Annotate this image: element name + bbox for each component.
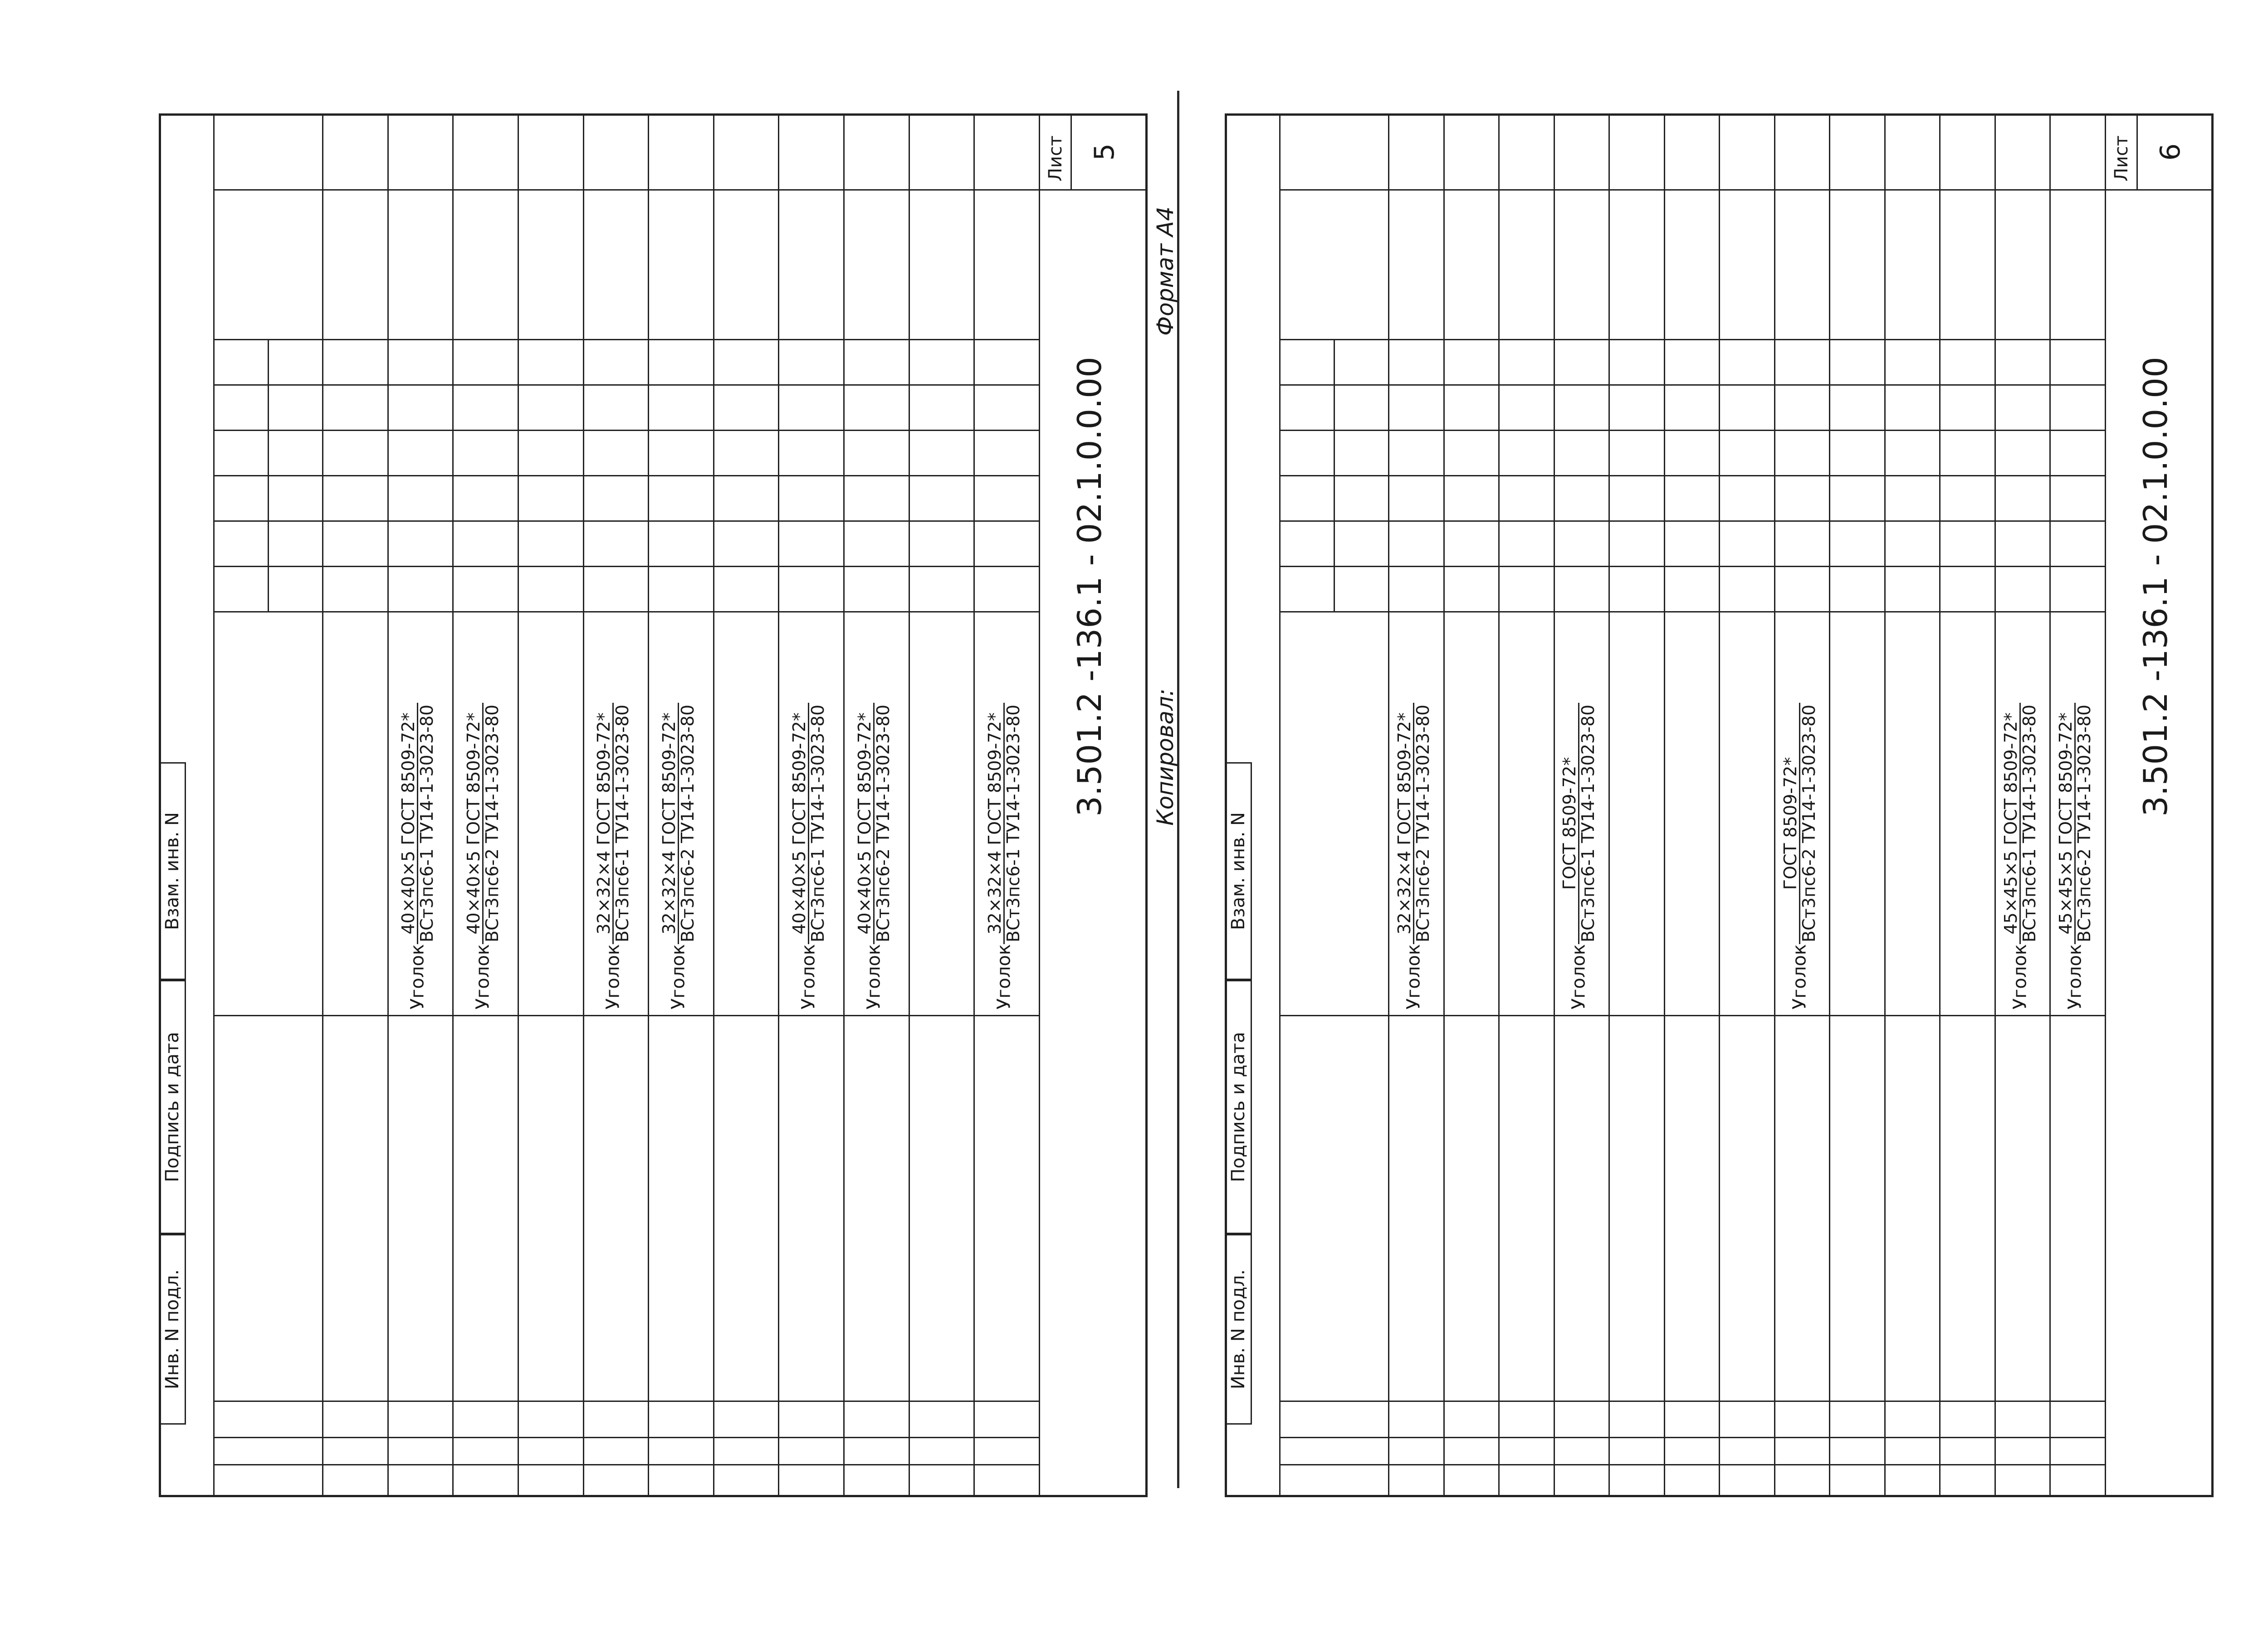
table-row-line (1554, 113, 1555, 1497)
profile-spec: 40×40×5 ГОСТ 8509-72* (465, 703, 484, 944)
table-header-line (322, 113, 323, 1497)
name-prefix: Уголок (863, 944, 885, 1009)
table-row-line (1774, 113, 1775, 1497)
table-row-line (909, 113, 910, 1497)
spec-sheet-5 (159, 113, 1178, 1497)
table-column-line (213, 520, 1039, 522)
profile-spec: 45×45×5 ГОСТ 8509-72* (2002, 703, 2021, 944)
steel-grade: ВСт3пс6-1 ТУ14-1-3023-80 (808, 705, 828, 942)
steel-grade: ВСт3пс6-2 ТУ14-1-3023-80 (678, 705, 698, 942)
table-row-line (1443, 113, 1445, 1497)
steel-grade: ВСт3пс6-2 ТУ14-1-3023-80 (2074, 705, 2095, 942)
table-column-line (213, 1401, 1039, 1402)
material-fraction (856, 703, 892, 944)
steel-grade: ВСт3пс6-1 ТУ14-1-3023-80 (2019, 705, 2039, 942)
row-name-fraction (595, 703, 631, 1009)
table-row-line (843, 113, 845, 1497)
table-column-line (1279, 189, 2105, 191)
material-fraction (400, 703, 435, 944)
steel-grade: ВСт3пс6-2 ТУ14-1-3023-80 (1413, 705, 1433, 942)
profile-spec: 32×32×4 ГОСТ 8509-72* (986, 703, 1005, 944)
inv-no-cell: Инв. N подл. (1225, 1234, 1252, 1425)
vzam-inv-cell: Взам. инв. N (159, 762, 186, 980)
table-row-line (2049, 113, 2051, 1497)
row-name-fraction (791, 703, 826, 1009)
table-row-line (1994, 113, 1996, 1497)
table-column-line (1279, 384, 2105, 386)
table-column-line (1279, 1437, 2105, 1438)
sign-date-cell: Подпись и дата (159, 980, 186, 1234)
title-block (2105, 113, 2214, 1497)
qty-subheader-line (268, 340, 269, 612)
name-prefix: Уголок (993, 944, 1015, 1009)
profile-spec: 32×32×4 ГОСТ 8509-72* (595, 703, 614, 944)
vzam-inv-cell: Взам. инв. N (1225, 762, 1252, 980)
table-row-line (387, 113, 389, 1497)
table-column-line (213, 1464, 1039, 1465)
stamp-strip (1225, 653, 1279, 1425)
table-column-line (1279, 430, 2105, 431)
row-name-fraction (856, 703, 892, 1009)
table-column-line (213, 1015, 1039, 1016)
inv-no-cell: Инв. N подл. (159, 1234, 186, 1425)
table-row-line (973, 113, 975, 1497)
profile-spec: 40×40×5 ГОСТ 8509-72* (791, 703, 809, 944)
table-column-line (213, 189, 1039, 191)
profile-spec: 32×32×4 ГОСТ 8509-72* (1396, 703, 1414, 944)
name-prefix: Уголок (668, 944, 689, 1009)
table-column-line (1279, 339, 2105, 340)
spec-table (1279, 113, 2105, 1497)
sheet-number: 6 (2155, 143, 2186, 161)
table-top-line (1279, 113, 1281, 1497)
spec-table (213, 113, 1039, 1497)
row-name-fraction (1782, 703, 1818, 1009)
material-fraction (2057, 703, 2093, 944)
row-name-fraction (1396, 703, 1432, 1009)
document-designation: 3.501.2 -136.1 - 02.1.0.0.00 (2136, 357, 2175, 817)
table-column-line (213, 475, 1039, 476)
material-fraction (1396, 703, 1432, 944)
name-prefix: Уголок (407, 944, 428, 1009)
table-row-line (713, 113, 714, 1497)
material-fraction (986, 703, 1022, 944)
table-column-line (1279, 475, 2105, 476)
table-column-line (1279, 1464, 2105, 1465)
table-row-line (1719, 113, 1720, 1497)
sign-date-cell: Подпись и дата (1225, 980, 1252, 1234)
profile-spec: 40×40×5 ГОСТ 8509-72* (856, 703, 875, 944)
name-prefix: Уголок (472, 944, 494, 1009)
material-fraction (2002, 703, 2038, 944)
document-designation: 3.501.2 -136.1 - 02.1.0.0.00 (1070, 357, 1109, 817)
sheet-label: Лист (2111, 135, 2132, 181)
table-column-line (1279, 520, 2105, 522)
table-column-line (1279, 611, 2105, 612)
row-name-fraction (2002, 703, 2038, 1009)
table-column-line (213, 384, 1039, 386)
table-column-line (1279, 1401, 2105, 1402)
material-fraction (465, 703, 501, 944)
format-label: Формат А4 (1152, 206, 1178, 336)
material-fraction (791, 703, 826, 944)
name-prefix: Уголок (2064, 944, 2086, 1009)
name-prefix: Уголок (2009, 944, 2031, 1009)
table-top-line (213, 113, 215, 1497)
row-name-fraction (660, 703, 696, 1009)
spec-sheet-6 (1225, 113, 2214, 1497)
table-row-line (452, 113, 454, 1497)
steel-grade: ВСт3пс6-2 ТУ14-1-3023-80 (482, 705, 503, 942)
profile-spec: ГОСТ 8509-72* (1561, 703, 1579, 944)
table-row-line (1498, 113, 1500, 1497)
name-prefix: Уголок (798, 944, 819, 1009)
table-column-line (213, 430, 1039, 431)
row-name-fraction (1561, 703, 1597, 1009)
steel-grade: ВСт3пс6-1 ТУ14-1-3023-80 (1578, 705, 1598, 942)
material-fraction (1561, 703, 1597, 944)
table-row-line (778, 113, 779, 1497)
sheet-number: 5 (1089, 143, 1120, 161)
steel-grade: ВСт3пс6-1 ТУ14-1-3023-80 (417, 705, 437, 942)
row-name-fraction (400, 703, 435, 1009)
row-name-fraction (2057, 703, 2093, 1009)
material-fraction (595, 703, 631, 944)
stamp-strip (159, 653, 213, 1425)
table-row-line (1664, 113, 1665, 1497)
table-row-line (1939, 113, 1941, 1497)
table-column-line (213, 339, 1039, 340)
table-row-line (1829, 113, 1830, 1497)
material-fraction (1782, 703, 1818, 944)
table-row-line (648, 113, 649, 1497)
profile-spec: ГОСТ 8509-72* (1782, 703, 1800, 944)
sheet-label: Лист (1045, 135, 1066, 181)
profile-spec: 32×32×4 ГОСТ 8509-72* (660, 703, 679, 944)
copied-by-label: Копировал: (1152, 688, 1178, 826)
table-row-line (1884, 113, 1886, 1497)
table-column-line (213, 1437, 1039, 1438)
name-prefix: Уголок (1568, 944, 1589, 1009)
profile-spec: 40×40×5 ГОСТ 8509-72* (400, 703, 418, 944)
steel-grade: ВСт3пс6-2 ТУ14-1-3023-80 (873, 705, 893, 942)
profile-spec: 45×45×5 ГОСТ 8509-72* (2057, 703, 2076, 944)
table-row-line (583, 113, 584, 1497)
name-prefix: Уголок (1789, 944, 1810, 1009)
qty-subheader-line (1334, 340, 1335, 612)
table-row-line (1608, 113, 1610, 1497)
name-prefix: Уголок (602, 944, 624, 1009)
row-name-fraction (986, 703, 1022, 1009)
steel-grade: ВСт3пс6-1 ТУ14-1-3023-80 (612, 705, 633, 942)
table-column-line (1279, 566, 2105, 567)
table-header-line (1388, 113, 1389, 1497)
table-column-line (213, 566, 1039, 567)
table-column-line (213, 611, 1039, 612)
title-block (1039, 113, 1148, 1497)
table-column-line (1279, 1015, 2105, 1016)
steel-grade: ВСт3пс6-1 ТУ14-1-3023-80 (1003, 705, 1024, 942)
row-name-fraction (465, 703, 501, 1009)
material-fraction (660, 703, 696, 944)
table-row-line (518, 113, 519, 1497)
name-prefix: Уголок (1403, 944, 1424, 1009)
steel-grade: ВСт3пс6-2 ТУ14-1-3023-80 (1799, 705, 1819, 942)
